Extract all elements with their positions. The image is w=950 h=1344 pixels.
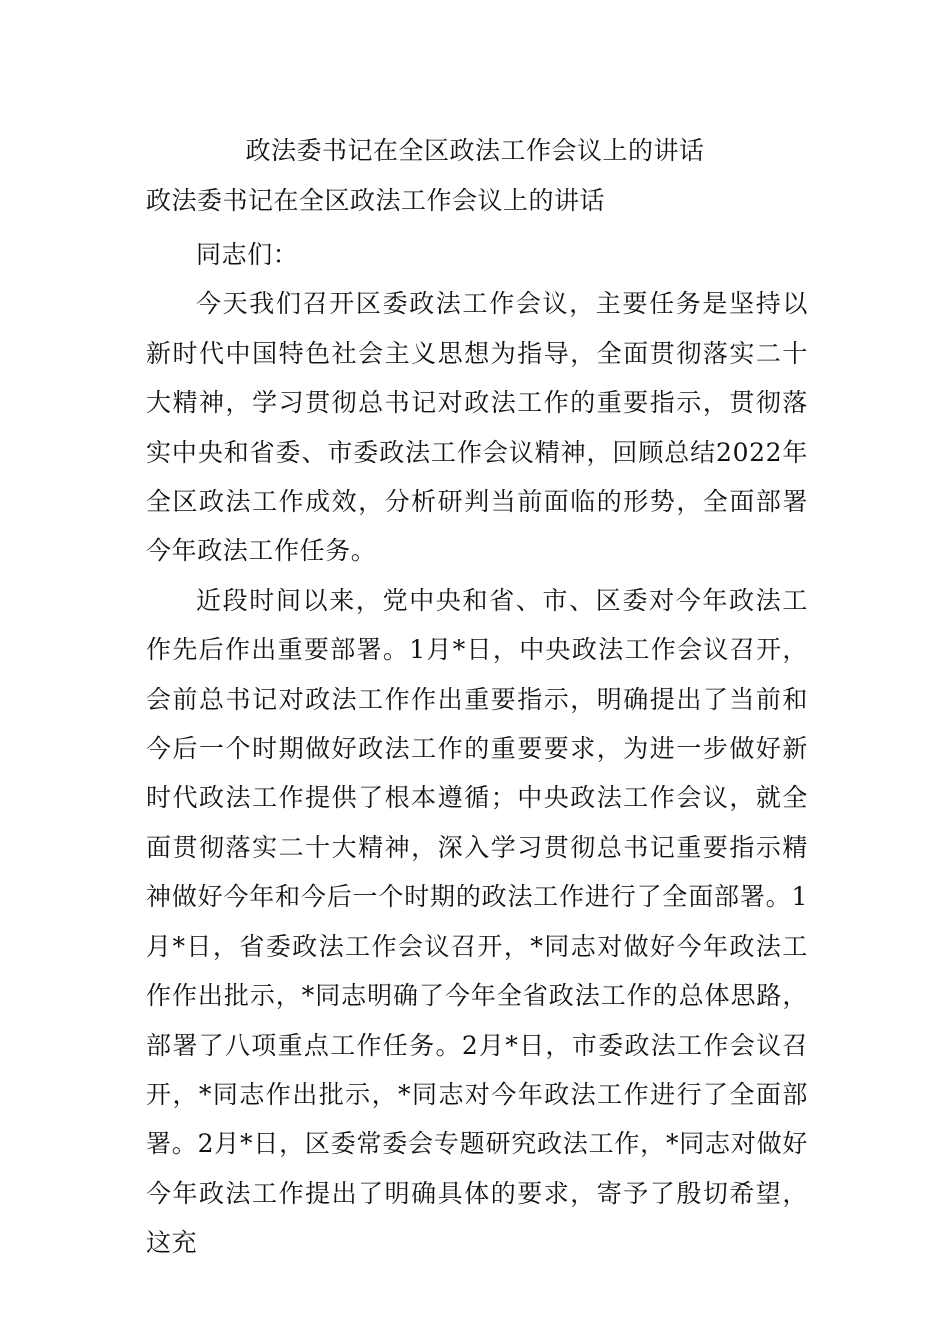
- paragraph-2: 近段时间以来，党中央和省、市、区委对今年政法工作先后作出重要部署。1月*日，中央政法工作会议召开，会前总书记对政法工作作出重要指示，明确提出了当前和今后一个时期做好政法工作的重要要求，为进一步做好新时代政法工作提供了根本遵循；中央政法工作会议，就全面贯彻落实二十大精神，深入学习贯彻总书记重要指示精神做好今年和今后一个时期的政法工作进行了全面部署。1月*日，省委政法工作会议召开，*同志对做好今年政法工作作出批示，*同志明确了今年全省政法工作的总体思路，部署了八项重点工作任务。2月*日，市委政法工作会议召开，*同志作出批示，*同志对今年政法工作进行了全面部署。2月*日，区委常委会专题研究政法工作，*同志对做好今年政法工作提出了明确具体的要求，寄予了殷切希望，这充: [146, 585, 808, 1258]
- document-title: 政法委书记在全区政法工作会议上的讲话: [245, 136, 705, 165]
- salutation: 同志们：: [196, 240, 299, 269]
- document-subtitle: 政法委书记在全区政法工作会议上的讲话: [146, 186, 606, 215]
- document-body: [146, 230, 808, 1268]
- paragraph-1: 今天我们召开区委政法工作会议，主要任务是坚持以新时代中国特色社会主义思想为指导，全面贯彻落实二十大精神，学习贯彻总书记对政法工作的重要指示，贯彻落实中央和省委、市委政法工作会议精神，回顾总结2022年全区政法工作成效，分析研判当前面临的形势，全面部署今年政法工作任务。: [146, 289, 808, 566]
